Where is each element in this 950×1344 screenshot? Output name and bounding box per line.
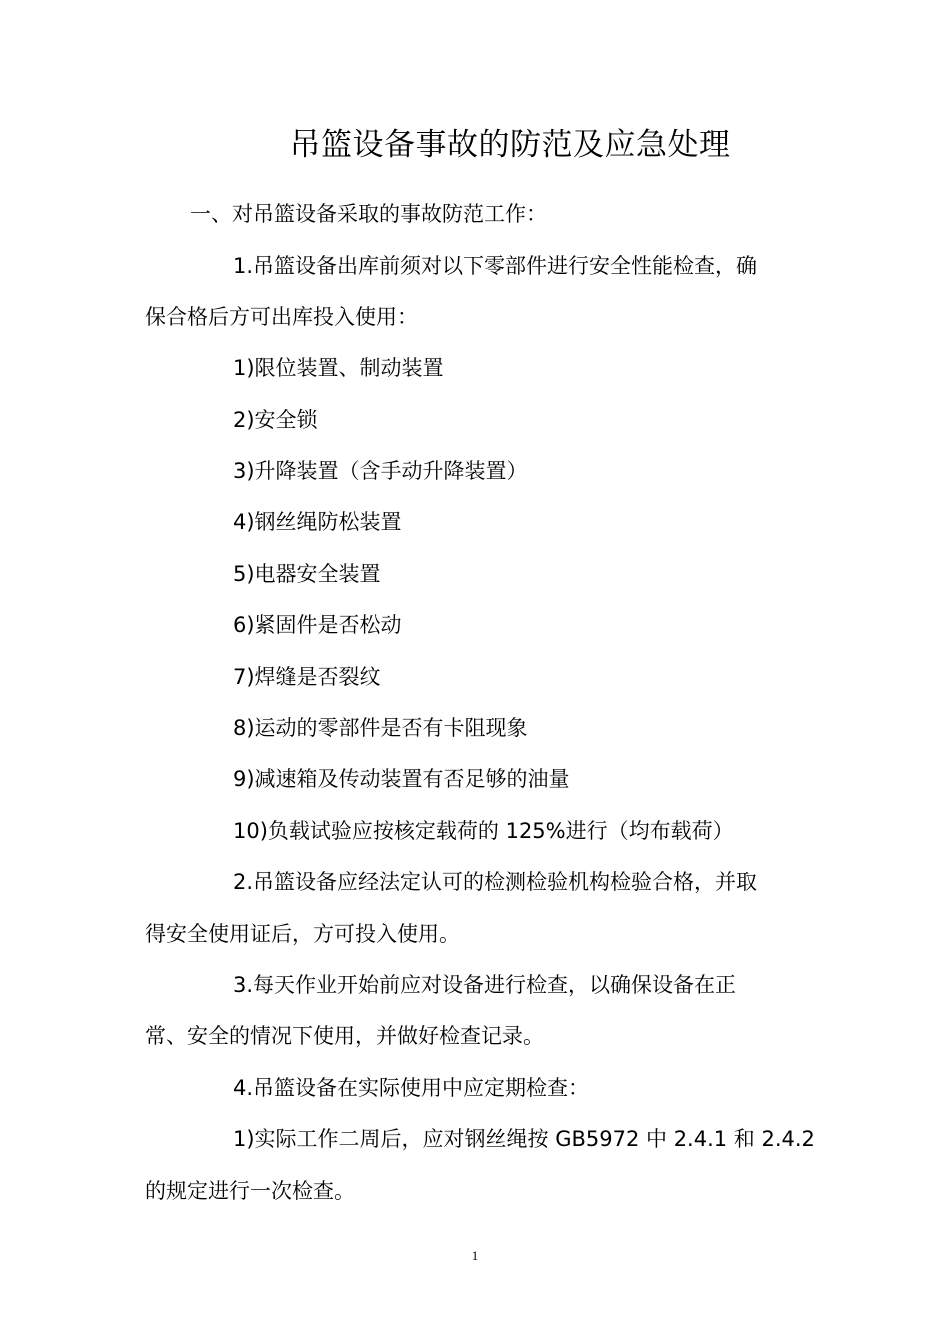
list-item: 8)运动的零部件是否有卡阻现象 bbox=[233, 716, 528, 740]
paragraph-line: 1.吊篮设备出库前须对以下零部件进行安全性能检查，确 bbox=[233, 254, 758, 278]
list-item: 9)减速箱及传动装置有否足够的油量 bbox=[233, 767, 570, 791]
paragraph-line: 2.吊篮设备应经法定认可的检测检验机构检验合格，并取 bbox=[233, 870, 758, 894]
list-item: 3)升降装置（含手动升降装置） bbox=[233, 459, 528, 483]
list-item: 5)电器安全装置 bbox=[233, 562, 381, 586]
list-item: 2)安全锁 bbox=[233, 408, 318, 432]
paragraph-line: 常、安全的情况下使用，并做好检查记录。 bbox=[145, 1024, 544, 1048]
list-item: 7)焊缝是否裂纹 bbox=[233, 665, 381, 689]
list-item: 6)紧固件是否松动 bbox=[233, 613, 402, 637]
document-title: 吊篮设备事故的防范及应急处理 bbox=[289, 127, 731, 163]
list-item: 10)负载试验应按核定载荷的 125%进行（均布载荷） bbox=[233, 819, 734, 843]
list-item: 4)钢丝绳防松装置 bbox=[233, 510, 402, 534]
section-heading: 一、对吊篮设备采取的事故防范工作： bbox=[190, 202, 547, 226]
paragraph-line: 得安全使用证后，方可投入使用。 bbox=[145, 922, 460, 946]
paragraph-line: 4.吊篮设备在实际使用中应定期检查： bbox=[233, 1076, 590, 1100]
paragraph-line: 3.每天作业开始前应对设备进行检查，以确保设备在正 bbox=[233, 973, 737, 997]
paragraph-line: 保合格后方可出库投入使用： bbox=[145, 305, 418, 329]
list-item: 1)限位装置、制动装置 bbox=[233, 356, 444, 380]
paragraph-line: 1)实际工作二周后，应对钢丝绳按 GB5972 中 2.4.1 和 2.4.2 bbox=[233, 1127, 815, 1151]
paragraph-line: 的规定进行一次检查。 bbox=[145, 1179, 355, 1203]
page-number: 1 bbox=[471, 1248, 479, 1263]
